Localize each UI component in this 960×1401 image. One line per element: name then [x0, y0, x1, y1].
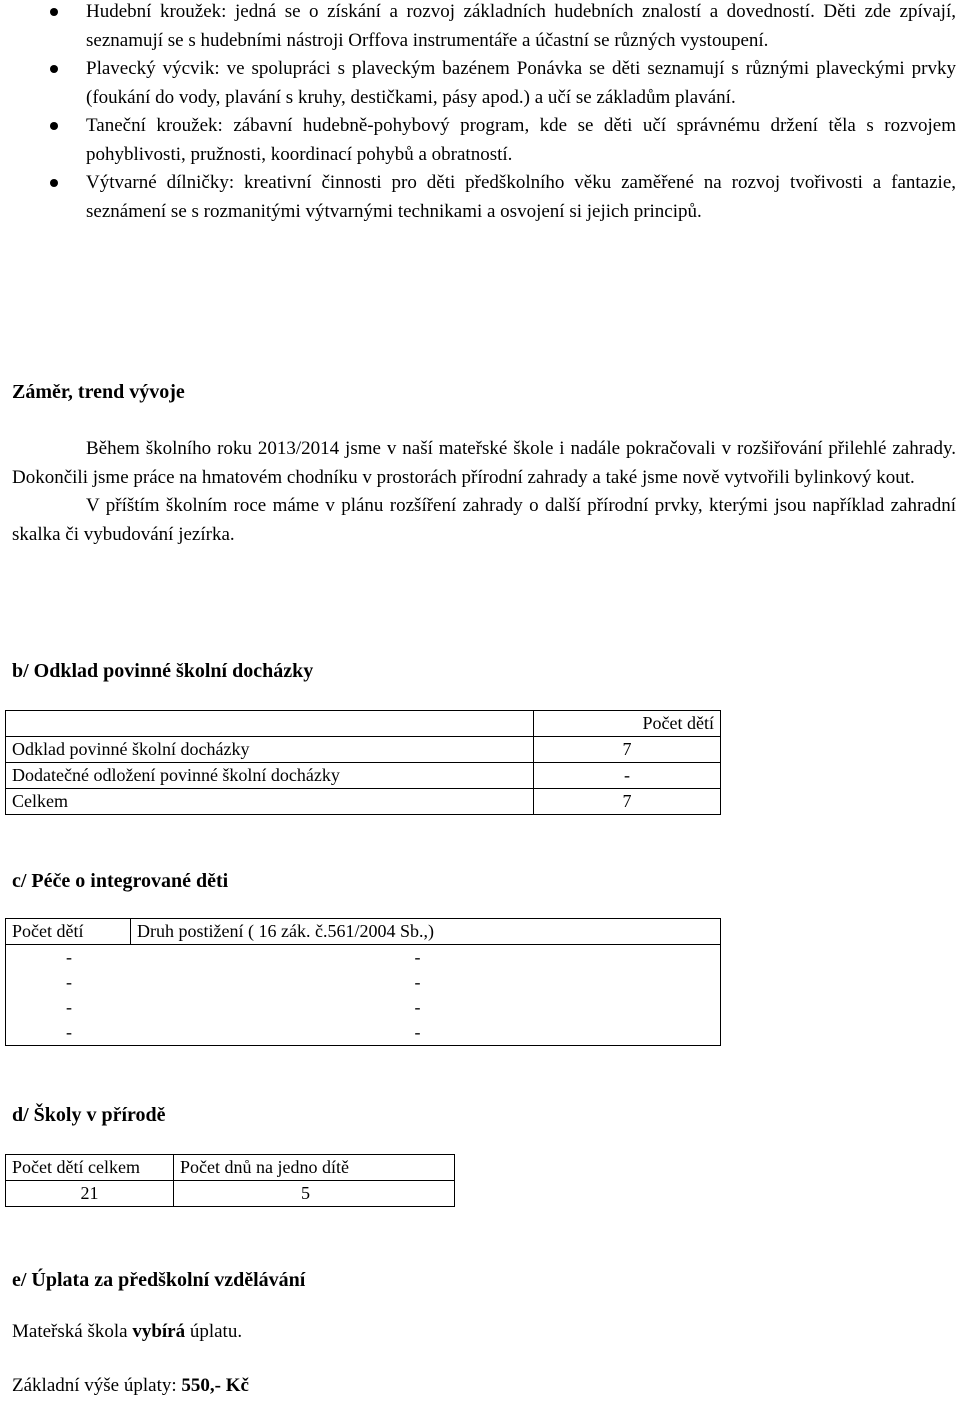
uplata-text: Mateřská škola [12, 1321, 133, 1342]
odklad-table [5, 710, 721, 815]
table-cell: - [534, 763, 721, 789]
uplata-heading: e/ Úplata za předškolní vzdělávání [12, 1269, 306, 1291]
table-cell: - [6, 1020, 131, 1046]
table-cell: Celkem [6, 789, 534, 815]
uplata-amount-label: Základní výše úplaty: [12, 1375, 182, 1396]
skoly-heading: d/ Školy v přírodě [12, 1104, 166, 1126]
uplata-bold-text: vybírá [132, 1321, 186, 1342]
table-cell: - [131, 970, 721, 995]
activity-list [0, 0, 960, 226]
table-cell: 5 [174, 1181, 455, 1207]
list-item [0, 55, 960, 112]
table-row [6, 737, 721, 763]
zamer-paragraph-2: V příštím školním roce máme v plánu rozšíření zahrady o další přírodní prvky, kterými jsou například zahradní skalka či vybudování jezírka. [12, 495, 956, 545]
pece-heading: c/ Péče o integrované děti [12, 870, 229, 892]
list-item-text: Taneční kroužek: zábavní hudebně-pohybový program, kde se děti učí správnému držení těla s rozvojem pohyblivosti, pružnosti, koordinací pohybů a obratností. [86, 115, 956, 165]
odklad-heading: b/ Odklad povinné školní docházky [12, 660, 314, 682]
table-row [6, 711, 721, 737]
list-item-text: Výtvarné dílničky: kreativní činnosti pro děti předškolního věku zaměřené na rozvoj tvořivosti a fantazie, seznámení se s rozmanitými výtvarnými technikami a osvojení si jejich principů. [86, 172, 956, 222]
table-header-cell: Druh postižení ( 16 zák. č.561/2004 Sb.,) [131, 919, 721, 945]
uplata-line-2 [12, 1372, 249, 1401]
uplata-line-1 [12, 1318, 242, 1347]
bullet-icon [50, 8, 58, 16]
table-header-cell: Počet dětí [6, 919, 131, 945]
zamer-paragraph-1: Během školního roku 2013/2014 jsme v naší mateřské škole i nadále pokračovali v rozšiřování přilehlé zahrady. Dokončili jsme práce na hmatovém chodníku v prostorách přírodní zahrady a také jsme nově vytvořili bylinkový kout. [12, 438, 956, 488]
list-item [0, 112, 960, 169]
zamer-heading: Záměr, trend vývoje [12, 381, 185, 403]
bullet-icon [50, 179, 58, 187]
table-cell: - [131, 1020, 721, 1046]
zamer-text [12, 435, 956, 549]
table-cell [6, 711, 534, 737]
uplata-text: úplatu. [185, 1321, 243, 1342]
table-row [6, 763, 721, 789]
table-row [6, 945, 721, 971]
list-item [0, 169, 960, 226]
table-cell: - [6, 945, 131, 971]
list-item-text: Hudební kroužek: jedná se o získání a rozvoj základních hudebních znalostí a dovedností. Děti zde zpívají, seznamují se s hudebními nástroji Orffova instrumentáře a účastní se různých vystoupení. [86, 1, 956, 51]
table-cell: - [131, 995, 721, 1020]
skoly-table [5, 1154, 455, 1207]
uplata-amount-value: 550,- Kč [181, 1375, 249, 1396]
bullet-icon [50, 65, 58, 73]
table-cell: 7 [534, 789, 721, 815]
bullet-icon [50, 122, 58, 130]
table-row [6, 919, 721, 945]
list-item-text: Plavecký výcvik: ve spolupráci s plaveckým bazénem Ponávka se děti seznamují s různými plaveckými prvky (foukání do vody, plavání s kruhy, destičkami, pásy apod.) a učí se základům plavání. [86, 58, 956, 108]
table-cell: - [6, 970, 131, 995]
table-row [6, 995, 721, 1020]
table-cell: 7 [534, 737, 721, 763]
table-row [6, 1155, 455, 1181]
table-row [6, 789, 721, 815]
table-cell: 21 [6, 1181, 174, 1207]
table-cell: - [131, 945, 721, 971]
list-item [0, 0, 960, 55]
table-row [6, 1181, 455, 1207]
pece-table [5, 918, 721, 1046]
table-cell: Dodatečné odložení povinné školní docházky [6, 763, 534, 789]
table-header-cell: Počet dnů na jedno dítě [174, 1155, 455, 1181]
table-cell: - [6, 995, 131, 1020]
table-cell: Odklad povinné školní docházky [6, 737, 534, 763]
table-row [6, 1020, 721, 1046]
table-header-cell: Počet dětí celkem [6, 1155, 174, 1181]
table-header-cell: Počet dětí [534, 711, 721, 737]
table-row [6, 970, 721, 995]
